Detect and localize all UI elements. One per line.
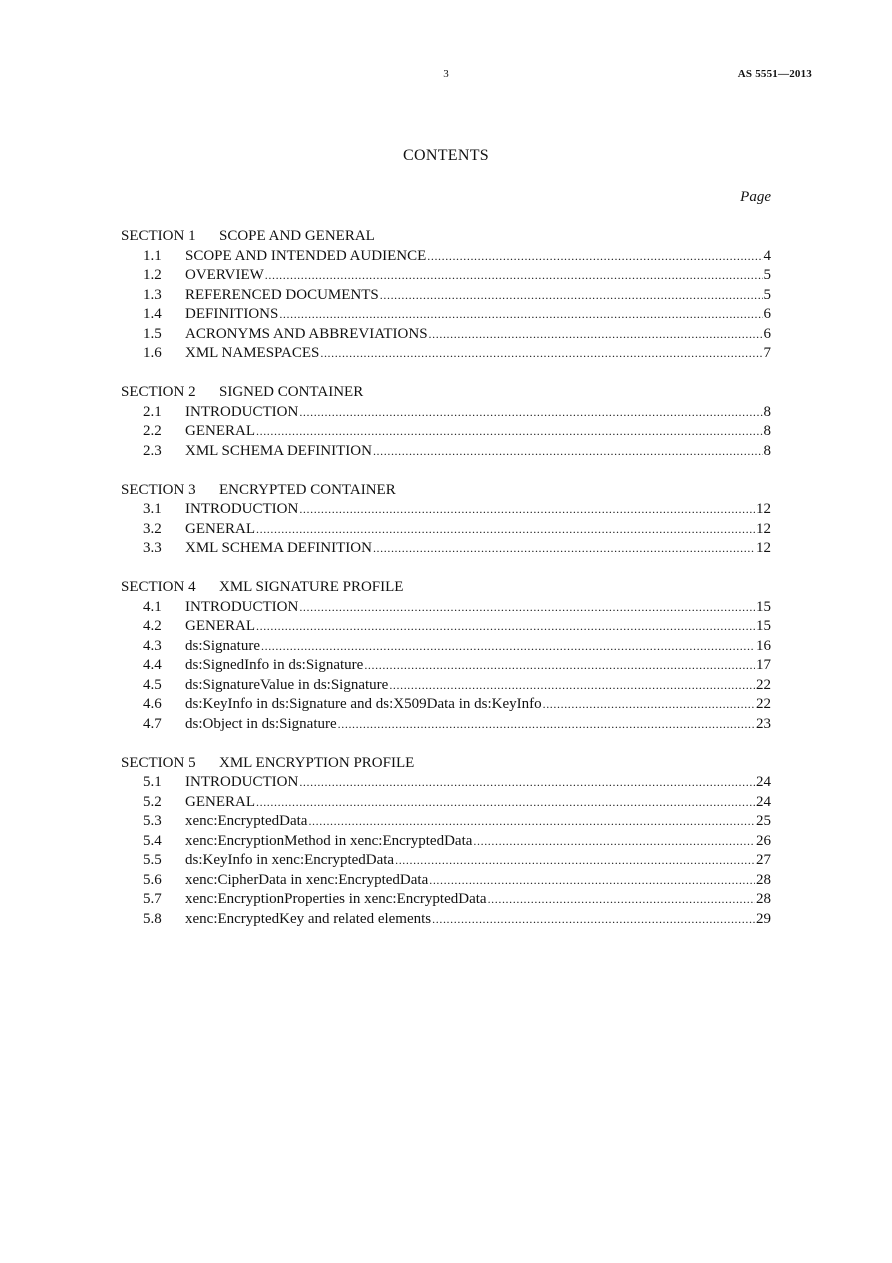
dot-leader (373, 442, 763, 462)
dot-leader (488, 890, 755, 910)
toc-section (121, 383, 771, 461)
section-label: SECTION 4 (121, 579, 196, 595)
toc-entry[interactable] (121, 832, 771, 852)
standard-id: AS 5551—2013 (737, 68, 812, 80)
entry-number: 5.2 (143, 793, 162, 810)
entry-page: 12 (756, 540, 771, 556)
section-title: SIGNED CONTAINER (219, 384, 364, 400)
toc-entry[interactable] (121, 442, 771, 462)
entry-title: SCOPE AND INTENDED AUDIENCE (185, 247, 427, 264)
section-heading[interactable] (121, 754, 771, 774)
entry-title: XML SCHEMA DEFINITION (185, 442, 372, 459)
entry-title: ds:SignedInfo in ds:Signature (185, 657, 364, 673)
dot-leader (320, 344, 762, 364)
toc-section (121, 578, 771, 734)
entry-title: ds:SignatureValue in ds:Signature (185, 676, 389, 693)
dot-leader (256, 793, 755, 813)
section-title: XML ENCRYPTION PROFILE (219, 754, 415, 771)
toc-entry[interactable] (121, 871, 771, 891)
toc-entry[interactable] (121, 910, 771, 930)
toc-entry[interactable] (121, 247, 771, 267)
entry-title: xenc:CipherData in xenc:EncryptedData (185, 871, 429, 888)
toc-entry[interactable] (121, 422, 771, 442)
entry-title: ds:KeyInfo in xenc:EncryptedData (185, 852, 395, 868)
dot-leader (543, 695, 755, 715)
entry-page: 4 (763, 247, 771, 264)
entry-number: 5.7 (143, 891, 162, 907)
dot-leader (299, 773, 755, 793)
dot-leader (389, 676, 755, 696)
entry-page: 24 (756, 774, 771, 790)
section-label: SECTION 1 (121, 228, 196, 244)
toc-section (121, 227, 771, 364)
entry-page: 5 (763, 286, 771, 303)
toc-entry[interactable] (121, 676, 771, 696)
entry-page: 27 (756, 852, 771, 868)
entry-title: REFERENCED DOCUMENTS (185, 286, 379, 303)
toc-entry[interactable] (121, 715, 771, 735)
entry-page: 6 (763, 306, 771, 322)
page-number: 3 (443, 68, 449, 80)
dot-leader (299, 403, 762, 423)
entry-title: GENERAL (185, 618, 255, 634)
section-heading[interactable] (121, 481, 771, 501)
entry-page: 25 (756, 813, 771, 829)
toc-section (121, 754, 771, 930)
entry-title: GENERAL (185, 423, 255, 439)
dot-leader (429, 325, 763, 345)
entry-page: 26 (756, 832, 771, 849)
dot-leader (364, 656, 755, 676)
dot-leader (432, 910, 755, 930)
entry-page: 15 (756, 618, 771, 634)
entry-number: 4.7 (143, 715, 162, 732)
entry-number: 2.3 (143, 442, 162, 459)
entry-number: 4.5 (143, 676, 162, 693)
entry-number: 1.5 (143, 325, 162, 342)
section-title: SCOPE AND GENERAL (219, 228, 375, 244)
entry-title: OVERVIEW (185, 267, 264, 283)
entry-page: 24 (756, 793, 771, 810)
toc-entry[interactable] (121, 637, 771, 657)
entry-page: 22 (756, 676, 771, 693)
table-of-contents (121, 227, 771, 949)
toc-entry[interactable] (121, 344, 771, 364)
entry-number: 1.4 (143, 306, 162, 322)
entry-title: INTRODUCTION (185, 403, 299, 420)
entry-title: GENERAL (185, 520, 255, 537)
entry-page: 8 (763, 403, 771, 420)
entry-page: 28 (756, 871, 771, 888)
entry-page: 6 (763, 325, 771, 342)
entry-number: 5.4 (143, 832, 162, 849)
entry-page: 15 (756, 598, 771, 615)
toc-entry[interactable] (121, 598, 771, 618)
entry-number: 1.3 (143, 286, 162, 303)
toc-entry[interactable] (121, 851, 771, 871)
entry-number: 5.6 (143, 871, 162, 888)
dot-leader (338, 715, 755, 735)
entry-number: 5.8 (143, 910, 162, 927)
entry-page: 8 (763, 442, 771, 459)
entry-page: 29 (756, 910, 771, 927)
toc-entry[interactable] (121, 695, 771, 715)
entry-page: 5 (763, 267, 771, 283)
toc-entry[interactable] (121, 403, 771, 423)
entry-title: GENERAL (185, 793, 255, 810)
entry-page: 16 (756, 637, 771, 654)
entry-title: INTRODUCTION (185, 501, 299, 517)
entry-title: xenc:EncryptedData (185, 813, 308, 829)
entry-number: 4.2 (143, 618, 162, 634)
entry-title: INTRODUCTION (185, 598, 299, 615)
entry-number: 3.2 (143, 520, 162, 537)
entry-number: 4.4 (143, 657, 162, 673)
dot-leader (256, 520, 755, 540)
entry-number: 4.3 (143, 637, 162, 654)
entry-number: 1.6 (143, 345, 162, 361)
toc-entry[interactable] (121, 812, 771, 832)
entry-number: 5.3 (143, 813, 162, 829)
entry-page: 28 (756, 891, 771, 907)
entry-page: 7 (763, 345, 771, 361)
entry-page: 8 (763, 423, 771, 439)
toc-entry[interactable] (121, 793, 771, 813)
entry-number: 1.1 (143, 247, 162, 264)
dot-leader (427, 247, 762, 267)
toc-entry[interactable] (121, 286, 771, 306)
dot-leader (261, 637, 755, 657)
dot-leader (256, 422, 763, 442)
entry-title: ACRONYMS AND ABBREVIATIONS (185, 325, 428, 342)
toc-entry[interactable] (121, 890, 771, 910)
entry-number: 1.2 (143, 267, 162, 283)
entry-page: 12 (756, 501, 771, 517)
entry-title: ds:Object in ds:Signature (185, 715, 337, 732)
section-heading[interactable] (121, 383, 771, 403)
page-column-label: Page (740, 189, 771, 205)
toc-entry[interactable] (121, 500, 771, 520)
entry-title: ds:KeyInfo in ds:Signature and ds:X509Data in ds:KeyInfo (185, 696, 542, 712)
entry-number: 3.3 (143, 540, 162, 556)
entry-number: 2.1 (143, 403, 162, 420)
entry-title: xenc:EncryptionProperties in xenc:EncryptedData (185, 891, 487, 907)
dot-leader (373, 539, 755, 559)
toc-entry[interactable] (121, 266, 771, 286)
section-label: SECTION 5 (121, 754, 196, 771)
toc-entry[interactable] (121, 656, 771, 676)
dot-leader (265, 266, 763, 286)
toc-entry[interactable] (121, 520, 771, 540)
toc-entry[interactable] (121, 617, 771, 637)
dot-leader (308, 812, 755, 832)
dot-leader (299, 500, 755, 520)
dot-leader (395, 851, 755, 871)
toc-entry[interactable] (121, 305, 771, 325)
toc-entry[interactable] (121, 325, 771, 345)
section-heading[interactable] (121, 227, 771, 247)
toc-entry[interactable] (121, 539, 771, 559)
section-title: ENCRYPTED CONTAINER (219, 481, 396, 498)
dot-leader (299, 598, 755, 618)
entry-title: xenc:EncryptionMethod in xenc:EncryptedData (185, 832, 473, 849)
entry-number: 5.5 (143, 852, 162, 868)
entry-number: 4.6 (143, 696, 162, 712)
toc-title: CONTENTS (403, 147, 489, 164)
entry-page: 22 (756, 696, 771, 712)
entry-title: XML SCHEMA DEFINITION (185, 540, 372, 556)
section-heading[interactable] (121, 578, 771, 598)
toc-section (121, 481, 771, 559)
entry-page: 17 (756, 657, 771, 673)
entry-page: 12 (756, 520, 771, 537)
toc-entry[interactable] (121, 773, 771, 793)
entry-title: INTRODUCTION (185, 774, 299, 790)
dot-leader (380, 286, 763, 306)
dot-leader (429, 871, 755, 891)
entry-page: 23 (756, 715, 771, 732)
dot-leader (256, 617, 755, 637)
section-label: SECTION 2 (121, 384, 196, 400)
entry-number: 3.1 (143, 501, 162, 517)
dot-leader (473, 832, 755, 852)
dot-leader (279, 305, 762, 325)
entry-title: ds:Signature (185, 637, 260, 654)
section-label: SECTION 3 (121, 481, 196, 498)
entry-number: 2.2 (143, 423, 162, 439)
entry-number: 4.1 (143, 598, 162, 615)
entry-number: 5.1 (143, 774, 162, 790)
section-title: XML SIGNATURE PROFILE (219, 579, 404, 595)
entry-title: xenc:EncryptedKey and related elements (185, 910, 432, 927)
entry-title: XML NAMESPACES (185, 345, 320, 361)
entry-title: DEFINITIONS (185, 306, 279, 322)
